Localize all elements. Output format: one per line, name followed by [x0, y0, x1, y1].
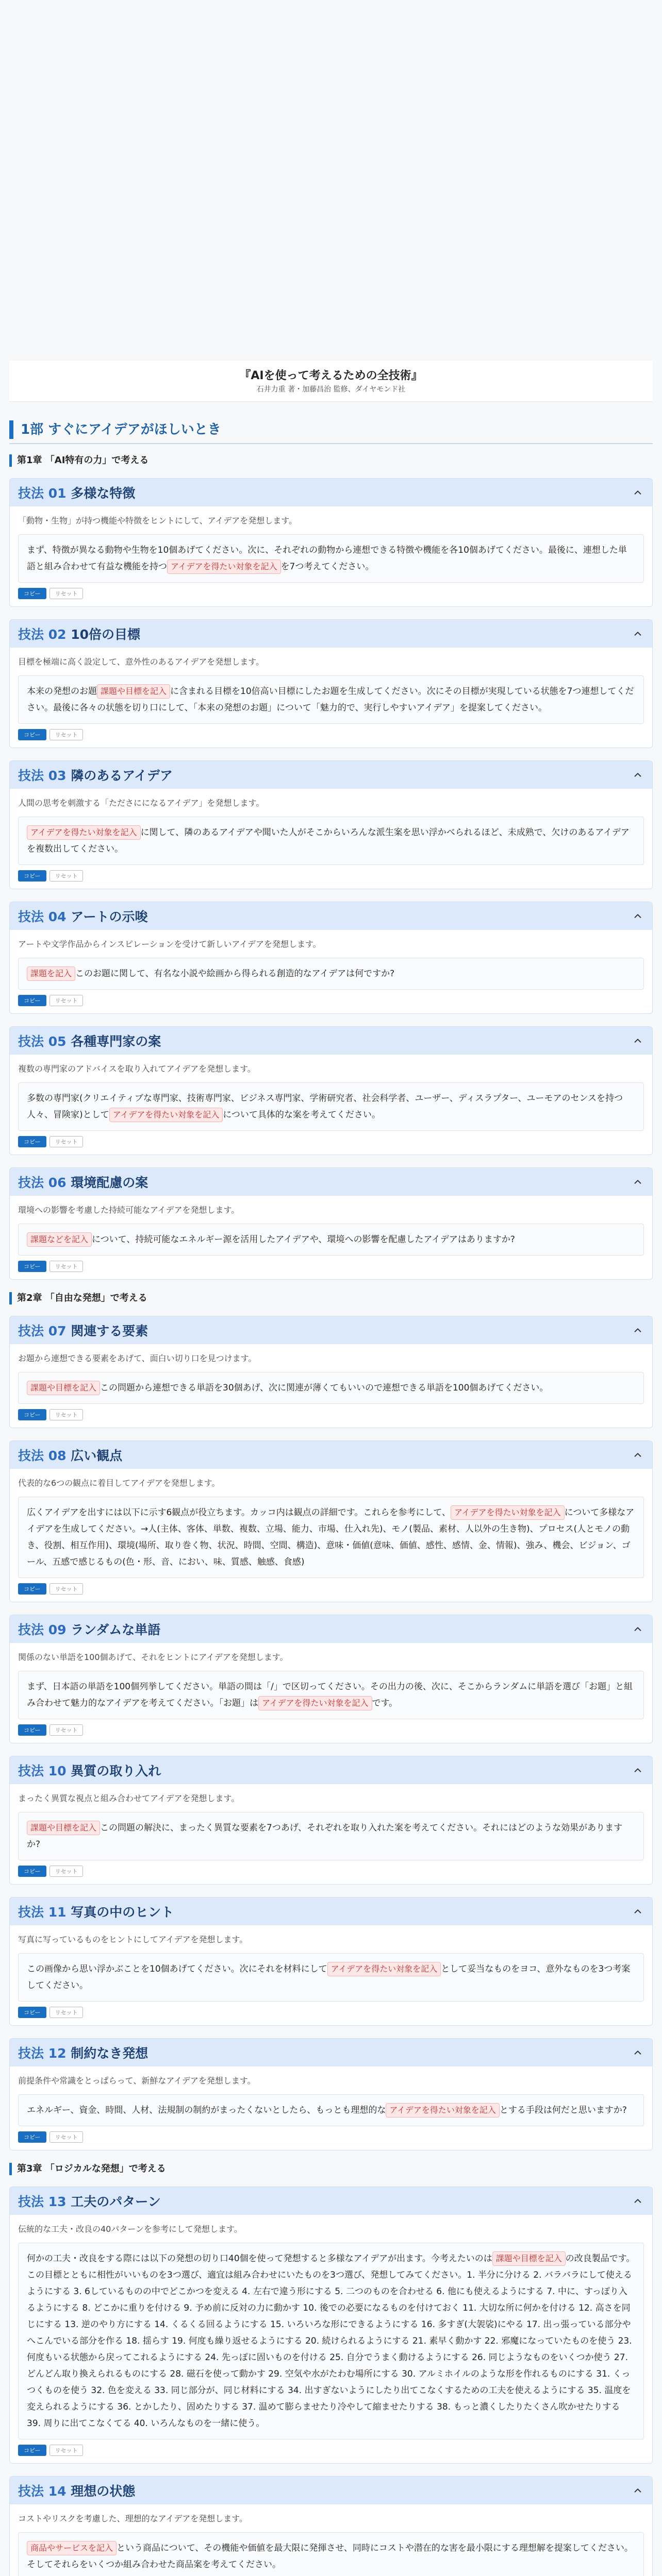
book-header [9, 361, 653, 402]
technique-number: 09 [48, 1622, 67, 1637]
technique-number: 13 [48, 2194, 67, 2209]
button-row [18, 588, 644, 599]
technique-description: 「動物・生物」が持つ機能や特徴をヒントにして、アイデアを発想します。 [18, 516, 297, 526]
chevron-up-icon[interactable] [632, 1324, 644, 1336]
placeholder-chip[interactable]: 課題や目標を記入 [492, 2251, 566, 2266]
card-body [10, 1469, 652, 1602]
technique-card [9, 619, 653, 748]
technique-description: お題から連想できる要素をあげて、面白い切り口を見つけます。 [18, 1353, 257, 1363]
technique-prefix: 技法 [18, 1175, 44, 1190]
technique-number: 05 [48, 1034, 67, 1049]
technique-description: 写真に写っているものをヒントにしてアイデアを発想します。 [18, 1935, 248, 1944]
copy-button[interactable]: コピー [18, 2445, 46, 2456]
copy-button[interactable]: コピー [18, 1724, 46, 1736]
button-row [18, 1409, 644, 1420]
technique-title [18, 1173, 148, 1191]
technique-number: 04 [48, 909, 67, 924]
technique-description: 前提条件や常識をとっぱらって、新鮮なアイデアを発想します。 [18, 2076, 256, 2086]
technique-description: 伝統的な工夫・改良の40パターンを参考にして発想します。 [18, 2224, 242, 2234]
card-body [10, 1196, 652, 1279]
technique-name: アートの示唆 [71, 909, 148, 924]
reset-button[interactable]: リセット [49, 588, 84, 599]
technique-name: 異質の取り入れ [71, 1764, 161, 1778]
card-header[interactable] [10, 1168, 652, 1196]
prompt-segment: について、持続可能なエネルギー源を活用したアイデアや、環境への影響を配慮したアイデアはありますか? [92, 1234, 515, 1245]
technique-card [9, 760, 653, 889]
prompt-text[interactable] [18, 1082, 644, 1131]
technique-prefix: 技法 [18, 768, 44, 783]
technique-prefix: 技法 [18, 486, 44, 501]
card-header[interactable] [10, 1316, 652, 1344]
technique-number: 03 [48, 768, 67, 783]
card-body [10, 648, 652, 748]
copy-button[interactable]: コピー [18, 1261, 46, 1272]
prompt-text[interactable] [18, 1372, 644, 1404]
technique-title [18, 624, 140, 643]
button-row [18, 870, 644, 882]
technique-title [18, 2192, 161, 2210]
technique-number: 08 [48, 1448, 67, 1463]
part-heading: 1部 すぐにアイデアがほしいとき [9, 420, 653, 439]
chapter-heading-1: 第1章 「AI特有の力」で考える [9, 454, 653, 467]
copy-button[interactable]: コピー [18, 1136, 46, 1147]
technique-card [9, 1167, 653, 1280]
technique-description: コストやリスクを考慮した、理想的なアイデアを発想します。 [18, 2514, 247, 2523]
prompt-text[interactable] [18, 2094, 644, 2126]
card-header[interactable] [10, 1441, 652, 1469]
card-body [10, 1643, 652, 1743]
chapter-heading-3: 第3章 「ロジカルな発想」で考える [9, 2163, 653, 2175]
technique-name: 環境配慮の案 [71, 1175, 148, 1190]
button-row [18, 1866, 644, 1877]
prompt-text[interactable] [18, 2532, 644, 2576]
technique-card [9, 2038, 653, 2150]
technique-prefix: 技法 [18, 1448, 44, 1463]
technique-prefix: 技法 [18, 2046, 44, 2061]
prompt-text[interactable] [18, 1224, 644, 1256]
button-row [18, 2131, 644, 2143]
prompt-segment: に関して、隣のあるアイデアや聞いた人がそこからいろんな派生案を思い浮かべられるほど、未成熟で、欠けのあるアイデアを複数出してください。 [27, 827, 630, 854]
technique-number: 07 [48, 1324, 67, 1338]
technique-number: 12 [48, 2046, 67, 2061]
copy-button[interactable]: コピー [18, 2007, 46, 2018]
technique-card [9, 1026, 653, 1155]
book-authors: 石井力重 著・加藤昌治 監修、ダイヤモンド社 [256, 385, 406, 394]
technique-name: 写真の中のヒント [71, 1905, 174, 1920]
technique-description: 環境への影響を考慮した持続可能なアイデアを発想します。 [18, 1205, 240, 1215]
card-header[interactable] [10, 1897, 652, 1925]
placeholder-chip[interactable]: アイデアを得たい対象を記入 [386, 2103, 500, 2117]
chevron-up-icon[interactable] [632, 1623, 644, 1635]
button-row [18, 1136, 644, 1147]
placeholder-chip[interactable]: アイデアを得たい対象を記入 [258, 1696, 372, 1710]
chevron-up-icon[interactable] [632, 1449, 644, 1461]
prompt-segment: について多様なアイデアを生成してください。→人(主体、客体、単数、複数、立場、能力、市場、仕入れ先)、モノ(製品、素材、人以外の生き物)、プロセス(人とモノの動き、役割、相互作用)、環境(場所、取り巻く物、状況、時間、空間、構造)、意味・価値(意味、価値、感性、感情、金、情報)、強み、機会、ビジョン、ゴール、五感で感じるもの(色・形、音、におい、味、質感、触感、食感) [27, 1507, 635, 1567]
chevron-up-icon[interactable] [632, 910, 644, 922]
placeholder-chip[interactable]: 課題を記入 [27, 967, 75, 981]
placeholder-chip[interactable]: アイデアを得たい対象を記入 [451, 1505, 565, 1520]
technique-prefix: 技法 [18, 1905, 44, 1920]
copy-button[interactable]: コピー [18, 1866, 46, 1877]
card-body [10, 2504, 652, 2576]
technique-title [18, 1446, 122, 1464]
reset-button[interactable]: リセット [49, 1261, 84, 1272]
placeholder-chip[interactable]: アイデアを得たい対象を記入 [109, 1108, 223, 1122]
card-header[interactable] [10, 1615, 652, 1643]
prompt-segment: このお題に関して、有名な小説や絵画から得られる創造的なアイデアは何ですか? [75, 969, 395, 979]
technique-number: 11 [48, 1905, 67, 1920]
technique-card [9, 478, 653, 607]
copy-button[interactable]: コピー [18, 588, 46, 599]
technique-title [18, 1761, 161, 1780]
prompt-text[interactable] [18, 1953, 644, 2002]
chapter-heading-2: 第2章 「自由な発想」で考える [9, 1292, 653, 1304]
technique-name: 広い観点 [71, 1448, 123, 1463]
technique-prefix: 技法 [18, 1034, 44, 1049]
prompt-text[interactable] [18, 675, 644, 724]
technique-prefix: 技法 [18, 2194, 44, 2209]
card-header[interactable] [10, 761, 652, 789]
reset-button[interactable]: リセット [49, 1409, 84, 1420]
technique-name: 多様な特徴 [71, 486, 136, 501]
technique-description: アートや文学作品からインスピレーションを受けて新しいアイデアを発想します。 [18, 939, 321, 949]
technique-prefix: 技法 [18, 1324, 44, 1338]
technique-number: 14 [48, 2484, 67, 2499]
technique-number: 02 [48, 627, 67, 642]
card-body [10, 1344, 652, 1428]
card-header[interactable] [10, 902, 652, 930]
chevron-up-icon[interactable] [632, 1764, 644, 1776]
placeholder-chip[interactable]: アイデアを得たい対象を記入 [167, 560, 281, 574]
placeholder-chip[interactable]: 商品やサービスを記入 [27, 2541, 117, 2555]
technique-card [9, 902, 653, 1014]
card-body [10, 1055, 652, 1155]
chevron-up-icon[interactable] [632, 2195, 644, 2207]
reset-button[interactable]: リセット [49, 1136, 84, 1147]
technique-name: 制約なき発想 [71, 2046, 148, 2061]
technique-name: ランダムな単語 [71, 1622, 161, 1637]
technique-name: 隣のあるアイデア [71, 768, 173, 783]
prompt-segment: この問題の解決に、まったく異質な要素を7つあげ、それぞれを取り入れた案を考えてください。それにはどのような効果がありますか? [27, 1823, 623, 1850]
prompt-segment: この画像から思い浮かぶことを10個あげてください。次にそれを材料にして [27, 1964, 327, 1974]
placeholder-chip[interactable]: アイデアを得たい対象を記入 [27, 825, 141, 840]
technique-title [18, 907, 148, 925]
technique-description: まったく異質な視点と組み合わせてアイデアを発想します。 [18, 1793, 240, 1803]
technique-card [9, 1756, 653, 1885]
card-body [10, 2215, 652, 2463]
prompt-segment: です。 [372, 1698, 398, 1708]
technique-prefix: 技法 [18, 1622, 44, 1637]
button-row [18, 1724, 644, 1736]
copy-button[interactable]: コピー [18, 729, 46, 740]
card-header[interactable] [10, 620, 652, 648]
prompt-segment: に含まれる目標を10倍高い目標にしたお題を生成してください。次にその目標が実現している状態を7つ連想してください。最後に各々の状態を切り口にして、「本来の発想のお題」について「魅力的で、実行しやすいアイデア」を提案してください。 [27, 686, 634, 713]
technique-name: 工夫のパターン [71, 2194, 161, 2209]
button-row [18, 2445, 644, 2456]
copy-button[interactable]: コピー [18, 1409, 46, 1420]
card-body [10, 1925, 652, 2025]
card-header[interactable] [10, 2039, 652, 2066]
card-body [10, 1784, 652, 1884]
prompt-segment: 本来の発想のお題 [27, 686, 97, 697]
chevron-up-icon[interactable] [632, 769, 644, 781]
prompt-segment: の改良製品です。この目標とともに相性がいいものを3つ選び、適宜は組み合わせにいたものを3つ選び、発想してみてください。1. 半分に分ける 2. バラバラにして使えるようにする 3. 6しているものの中でどこかつを変える 4. 左右で違う形にする 5. 二つのものを合わせる 6. 他にも使えるようにする 7. 中に、すっぽり入るようにする 8. どこかに重りを付ける 9. 予め前に反対の力に動かす 10. 後での必要になるものを付けておく 11. 大切な所に何かを付ける 12. 高さを同じにする 13. 逆のやり方にする 14. くるくる回るようにする 15. いろいろな形にできるようにする 16. 多すぎ(大袈裟)にやる 17. 出っ張っている部分やへこんでいる部分を作る 18. 揺らす 19. 何度も繰り返せるようにする 20. 続けられるようにする 21. 素早く動かす 22. 邪魔になっていたものを使う 23. 何度もいる状態から戻ってこれるようにする 24. 先っぽに固いものを付ける 25. 自分でうまく動けるようにする 26. 同じようなものをいくつか使う 27. どんどん取り換えられるものにする 28. 磁石を使って動かす 29. 空気や水がたわむ場所にする 30. アルミホイルのような形を作れるものにする 31. くっつくものを使う 32. 色を変える 33. 同じ部分が、同じ材料にする 34. 出すぎないようにしたり出てこなくするための工夫を使えるようにする 35. 温度を変えられるようにする 36. とかしたり、固めたりする 37. 温めて膨らませたり冷やして縮ませたりする 38. もっと濃くしたりたくさん吹かせたりする 39. 周りに出てこなくてる 40. いろんなものを一緒に使う。 [27, 2253, 635, 2429]
technique-card [9, 1316, 653, 1428]
technique-description: 複数の専門家のアドバイスを取り入れてアイデアを発想します。 [18, 1064, 256, 1074]
card-header[interactable] [10, 2187, 652, 2215]
button-row [18, 1261, 644, 1272]
technique-list [9, 402, 653, 2576]
prompt-segment: を7つ考えてください。 [280, 562, 374, 572]
technique-number: 01 [48, 486, 67, 501]
chevron-up-icon[interactable] [632, 486, 644, 499]
technique-prefix: 技法 [18, 909, 44, 924]
card-body [10, 2066, 652, 2150]
chevron-up-icon[interactable] [632, 628, 644, 640]
divider [9, 443, 653, 444]
technique-card [9, 1615, 653, 1743]
technique-title [18, 2043, 148, 2062]
technique-description: 代表的な6つの観点に着目してアイデアを発想します。 [18, 1478, 220, 1488]
prompt-text[interactable] [18, 1812, 644, 1860]
reset-button[interactable]: リセット [49, 1866, 84, 1877]
button-row [18, 2007, 644, 2018]
reset-button[interactable]: リセット [49, 2131, 84, 2143]
placeholder-chip[interactable]: 課題や目標を記入 [27, 1381, 100, 1395]
card-body [10, 506, 652, 606]
prompt-segment: 多数の専門家(クリエイティブな専門家、技術専門家、ビジネス専門家、学術研究者、社会科学者、ユーザー、ディスラプター、ユーモアのセンスを持つ人々、冒険家)として [27, 1093, 623, 1120]
technique-description: 関係のない単語を100個あげて、それをヒントにアイデアを発想します。 [18, 1652, 288, 1662]
card-header[interactable] [10, 479, 652, 506]
technique-name: 理想の状態 [71, 2484, 136, 2499]
copy-button[interactable]: コピー [18, 995, 46, 1006]
technique-number: 10 [48, 1764, 67, 1778]
copy-button[interactable]: コピー [18, 1583, 46, 1595]
technique-title [18, 1031, 161, 1050]
prompt-segment: として妥当なものをヨコ、意外なものを3つ考案してください。 [27, 1964, 631, 1991]
prompt-text[interactable] [18, 1497, 644, 1578]
reset-button[interactable]: リセット [49, 2445, 84, 2456]
prompt-text[interactable] [18, 958, 644, 990]
technique-title [18, 1902, 174, 1921]
button-row [18, 729, 644, 740]
placeholder-chip[interactable]: アイデアを得たい対象を記入 [327, 1962, 441, 1976]
card-header[interactable] [10, 1756, 652, 1784]
button-row [18, 995, 644, 1006]
card-body [10, 789, 652, 889]
button-row [18, 1583, 644, 1595]
card-body [10, 930, 652, 1013]
placeholder-chip[interactable]: 課題や目標を記入 [27, 1821, 100, 1835]
technique-name: 各種専門家の案 [71, 1034, 161, 1049]
reset-button[interactable]: リセット [49, 1583, 84, 1595]
technique-prefix: 技法 [18, 1764, 44, 1778]
prompt-segment: まず、特徴が異なる動物や生物を10個あげてください。次に、それぞれの動物から連想できる特徴や機能を各10個あげてください。最後に、連想した単語と組み合わせて有益な機能を持つ [27, 545, 627, 572]
prompt-segment: エネルギー、資金、時間、人材、法規制の制約がまったくないとしたら、もっとも理想的な [27, 2105, 386, 2115]
chevron-up-icon[interactable] [632, 2046, 644, 2059]
prompt-segment: とする手段は何だと思いますか? [499, 2105, 627, 2115]
technique-description: 目標を極端に高く設定して、意外性のあるアイデアを発想します。 [18, 657, 264, 667]
chevron-up-icon[interactable] [632, 1176, 644, 1188]
technique-title [18, 1620, 160, 1638]
reset-button[interactable]: リセット [49, 1724, 84, 1736]
technique-title [18, 2481, 135, 2500]
reset-button[interactable]: リセット [49, 729, 84, 740]
prompt-segment: 何かの工夫・改良をする際には以下の発想の切り口40個を使って発想すると多様なアイデアが出ます。今考えたいのは [27, 2253, 492, 2264]
reset-button[interactable]: リセット [49, 995, 84, 1006]
prompt-text[interactable] [18, 534, 644, 583]
technique-card [9, 2187, 653, 2464]
card-header[interactable] [10, 1027, 652, 1055]
technique-number: 06 [48, 1175, 67, 1190]
technique-prefix: 技法 [18, 627, 44, 642]
book-title: 『AIを使って考えるための全技術』 [239, 369, 423, 382]
reset-button[interactable]: リセット [49, 870, 84, 882]
technique-name: 関連する要素 [71, 1324, 148, 1338]
card-header[interactable] [10, 2477, 652, 2504]
chevron-up-icon[interactable] [632, 1905, 644, 1918]
prompt-segment: 広くアイデアを出すには以下に示す6観点が役立ちます。カッコ内は観点の詳細です。これらを参考にして、 [27, 1507, 451, 1518]
prompt-text[interactable] [18, 817, 644, 865]
placeholder-chip[interactable]: 課題や目標を記入 [97, 684, 170, 699]
technique-card [9, 1440, 653, 1602]
copy-button[interactable]: コピー [18, 870, 46, 882]
technique-title [18, 483, 135, 502]
technique-title [18, 766, 173, 784]
prompt-segment: について具体的な案を考えてください。 [223, 1110, 380, 1120]
prompt-text[interactable] [18, 2243, 644, 2439]
reset-button[interactable]: リセット [49, 2007, 84, 2018]
technique-prefix: 技法 [18, 2484, 44, 2499]
prompt-text[interactable] [18, 1671, 644, 1719]
technique-title [18, 1321, 148, 1340]
technique-card [9, 2476, 653, 2576]
prompt-segment: この問題から連想できる単語を30個あげ、次に関連が薄くてもいいので連想できる単語を100個あげてください。 [100, 1383, 549, 1393]
placeholder-chip[interactable]: 課題などを記入 [27, 1232, 92, 1247]
chevron-up-icon[interactable] [632, 1035, 644, 1047]
copy-button[interactable]: コピー [18, 2131, 46, 2143]
prompt-segment: まず、日本語の単語を100個列挙してください。単語の間は「/」で区切ってください。その出力の後、次に、そこからランダムに単語を選び「お題」と組み合わせて魅力的なアイデアを考えてください。「お題」は [27, 1682, 633, 1708]
technique-name: 10倍の目標 [71, 627, 141, 642]
prompt-segment: という商品について、その機能や価値を最大限に発揮させ、同時にコストや潜在的な害を最小限にする理想解を提案してください。そしてそれらをいくつか組み合わせた商品案を考えてください。 [27, 2543, 633, 2570]
technique-card [9, 1897, 653, 2026]
chevron-up-icon[interactable] [632, 2484, 644, 2497]
technique-description: 人間の思考を刺激する「たださにになるアイデア」を発想します。 [18, 798, 264, 808]
